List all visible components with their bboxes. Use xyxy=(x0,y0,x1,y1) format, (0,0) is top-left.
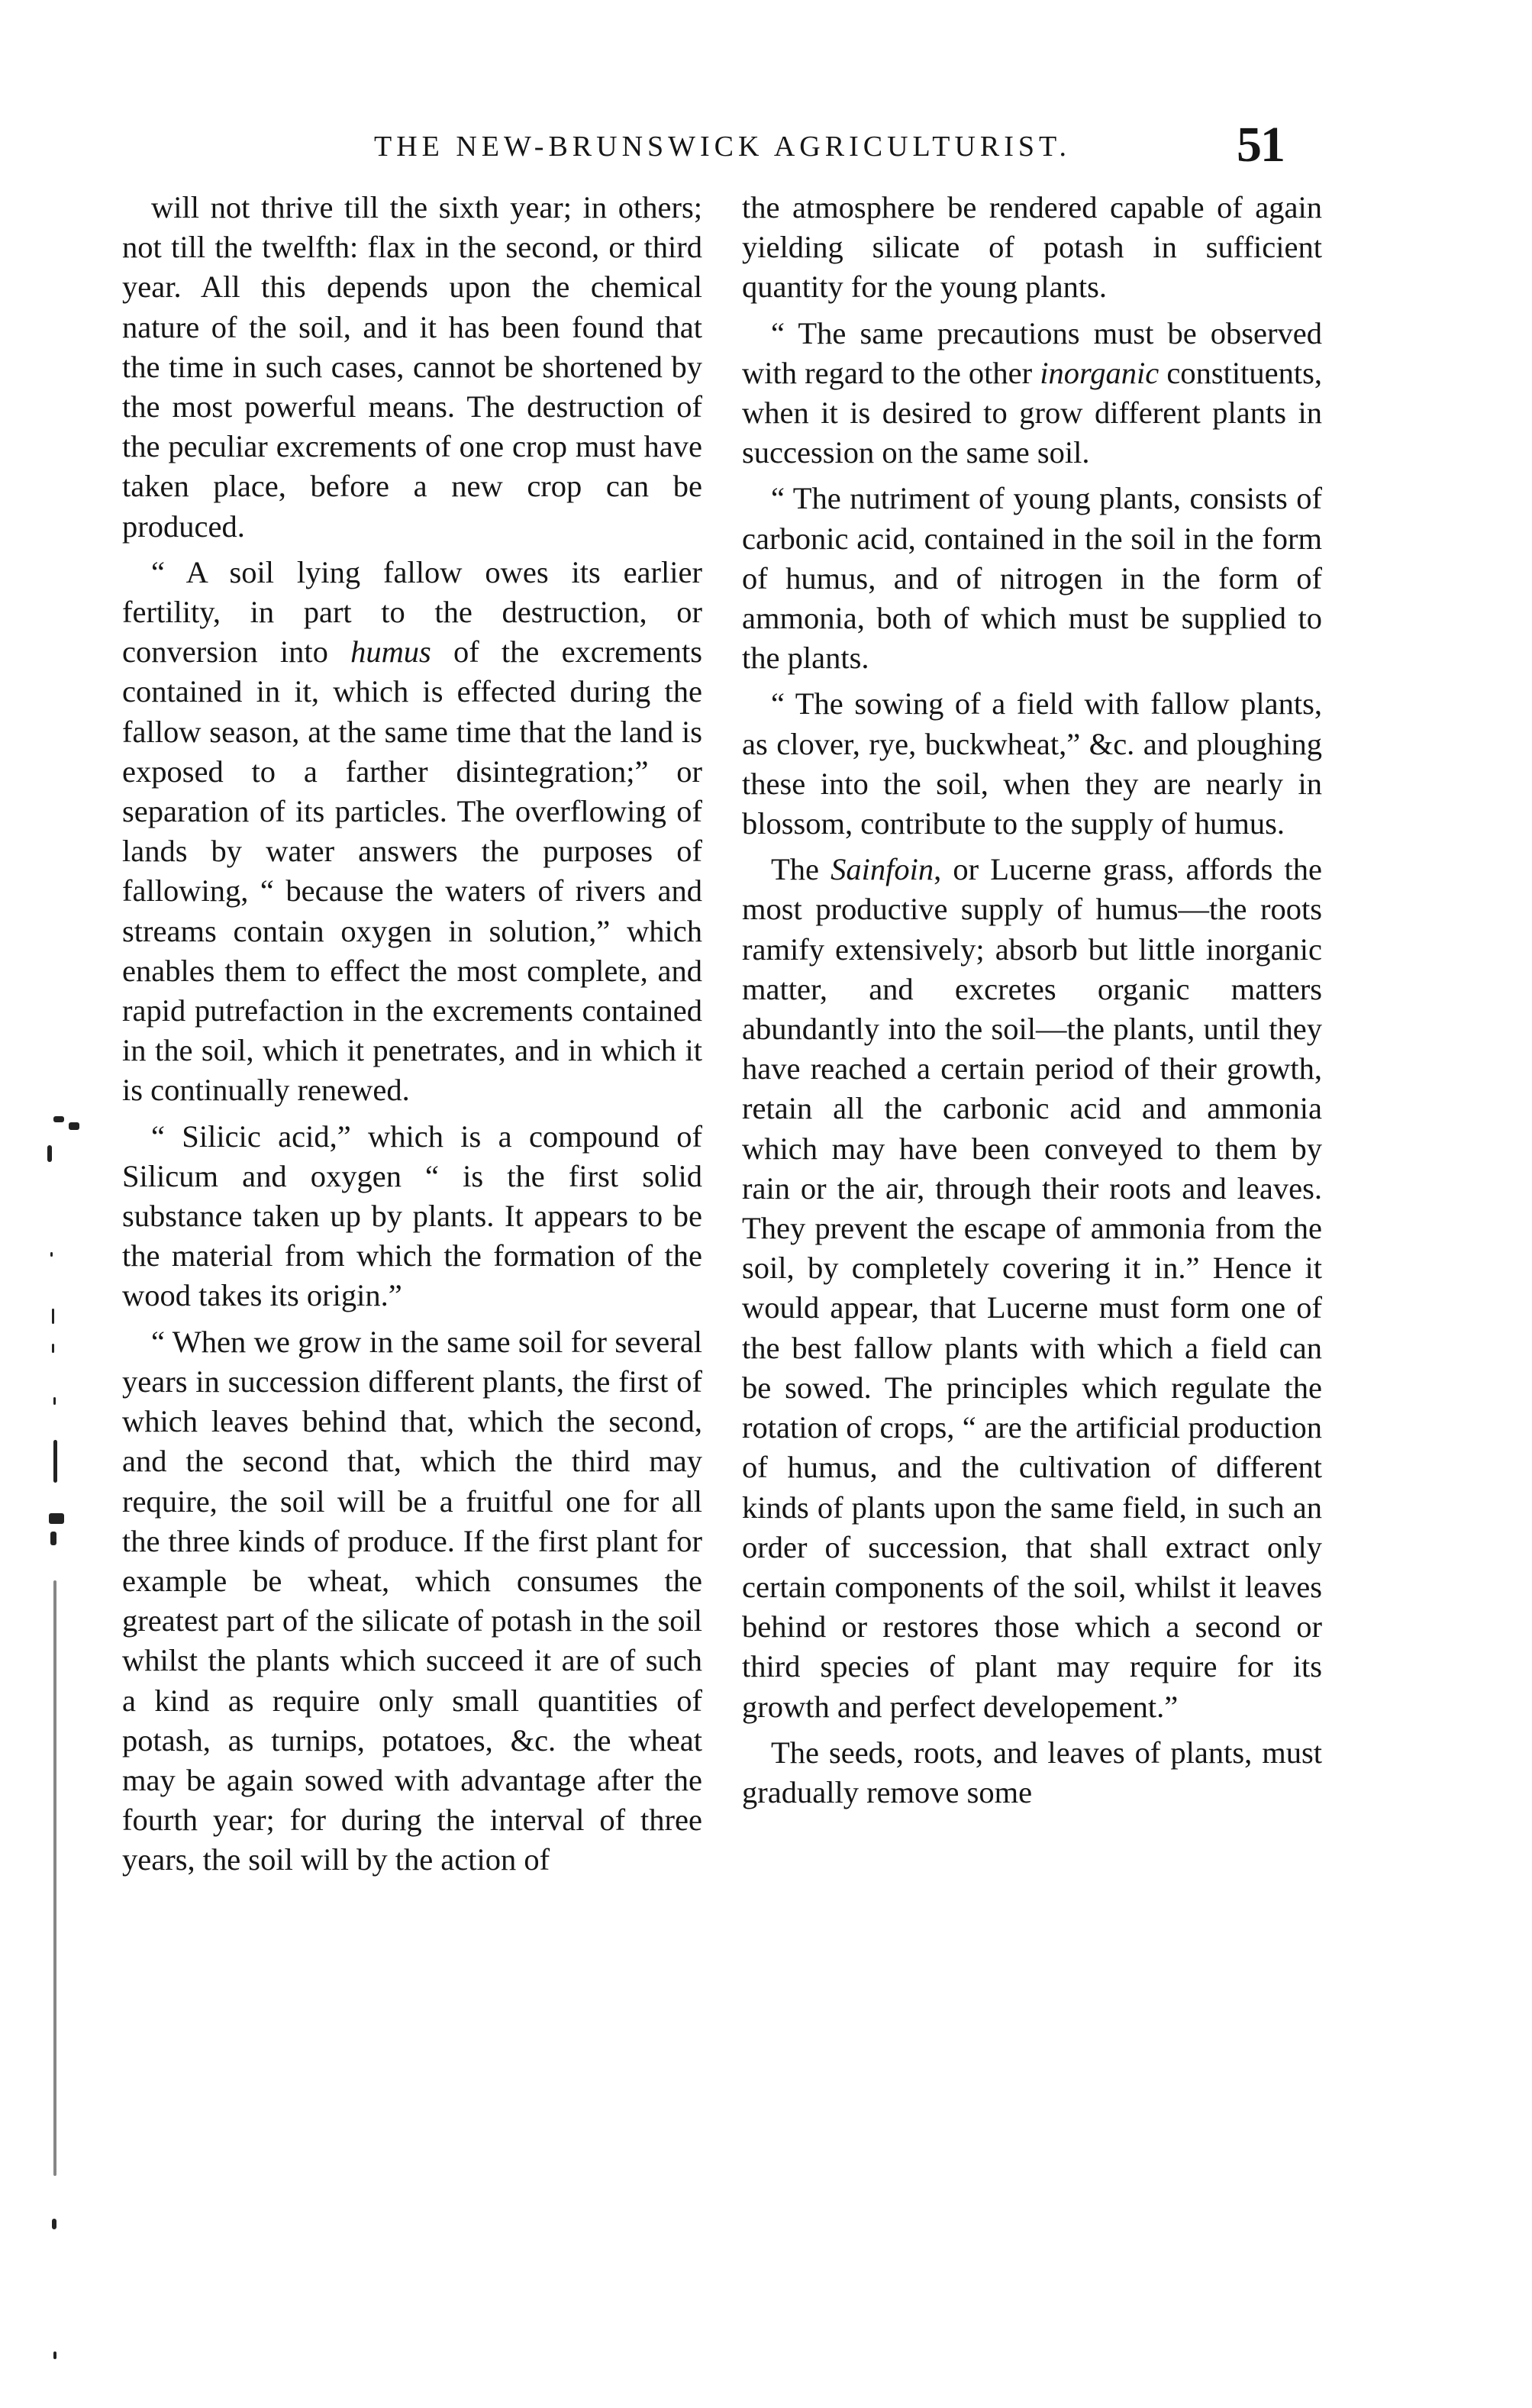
right-column xyxy=(742,188,1322,1812)
paragraph: “ A soil lying fallow owes its earlier fertility, in part to the destruction, or conversion into humus of the excrements contained in it, which is effected during the fallow season, at the same time that the land is exposed to a farther disintegration;” or separation of its particles. The overflowing of lands by water answers the purposes of fallowing, “ because the waters of rivers and streams contain oxygen in solution,” which enables them to effect the most complete, and rapid putrefaction in the excrements contained in the soil, which it penetrates, and in which it is continually renewed. xyxy=(122,554,702,1108)
italic-term: humus xyxy=(350,634,431,670)
binding-mark xyxy=(53,1397,56,1405)
page-header xyxy=(114,113,1328,173)
binding-mark xyxy=(49,1513,64,1524)
paragraph: The seeds, roots, and leaves of plants, must gradually remove some xyxy=(742,1735,1322,1809)
paragraph: “ When we grow in the same soil for several years in succession different plants, the first of which leaves behind that, which the second, and the second that, which the third may require, the soil will be a fruitful one for all the three kinds of produce. If the first plant for example be wheat, which consumes the greatest part of the silicate of potash in the soil whilst the plants which succeed it are of such a kind as require only small quantities of potash, as turnips, potatoes, &c. the wheat may be again sowed with advantage after the fourth year; for during the interval of three years, the soil will by the action of xyxy=(122,1324,702,1877)
page-number: 51 xyxy=(1237,117,1284,173)
binding-mark xyxy=(52,2219,56,2229)
binding-mark xyxy=(53,2352,56,2359)
left-column xyxy=(122,188,702,1880)
paragraph: “ The same precautions must be observed with regard to the other inorganic constituents, when it is desired to grow different plants in succession on the same soil. xyxy=(742,315,1323,470)
binding-mark xyxy=(52,1344,54,1353)
binding-mark xyxy=(53,1116,64,1122)
italic-term: Sainfoin xyxy=(831,852,934,887)
binding-mark xyxy=(53,1580,56,2176)
paragraph: The Sainfoin, or Lucerne grass, affords the most productive supply of humus—the roots ramify extensively; absorb but little inorganic matter, and excretes organic matters abundantly into the soil—the plants, until they have reached a certain period of their growth, retain all the carbonic acid and ammonia which may have been conveyed to them by rain or the air, through their roots and leaves. They prevent the escape of ammonia from the soil, by completely covering it in.” Hence it would appear, that Lucerne must form one of the best fallow plants with which a field can be sowed. The principles which regulate the rotation of crops, “ are the artificial production of humus, and the cultivation of different kinds of plants upon the same field, in such an order of succession, that shall extract only certain components of the soil, whilst it leaves behind or restores those which a second or third species of plant may require for its growth and perfect developement.” xyxy=(742,852,1323,1724)
paragraph-continued: the atmosphere be rendered capable of again yielding silicate of potash in sufficient quantity for the young plants. xyxy=(742,190,1322,305)
binding-mark xyxy=(69,1122,79,1130)
binding-mark xyxy=(53,1440,57,1483)
italic-term: inorganic xyxy=(1040,355,1159,390)
running-title: THE NEW-BRUNSWICK AGRICULTURIST. xyxy=(374,131,1071,163)
binding-mark xyxy=(47,1145,52,1162)
binding-mark xyxy=(50,1532,56,1545)
binding-mark xyxy=(52,1309,54,1324)
paragraph: “ The nutriment of young plants, consists of carbonic acid, contained in the soil in the form of humus, and of nitrogen in the form of ammonia, both of which must be supplied to the plants. xyxy=(742,481,1322,676)
paragraph: “ The sowing of a field with fallow plants, as clover, rye, buckwheat,” &c. and ploughing these into the soil, when they are nearly in blossom, contribute to the supply of humus. xyxy=(742,686,1322,841)
paragraph: will not thrive till the sixth year; in others; not till the twelfth: flax in the second, or third year. All this depends upon the chemical nature of the soil, and it has been found that the time in such cases, cannot be shortened by the most powerful means. The destruction of the peculiar excrements of one crop must have taken place, before a new crop can be produced. xyxy=(122,190,702,544)
paragraph: “ Silicic acid,” which is a compound of Silicum and oxygen “ is the first solid substance taken up by plants. It appears to be the material from which the formation of the wood takes its origin.” xyxy=(122,1118,702,1313)
binding-mark xyxy=(50,1252,53,1257)
